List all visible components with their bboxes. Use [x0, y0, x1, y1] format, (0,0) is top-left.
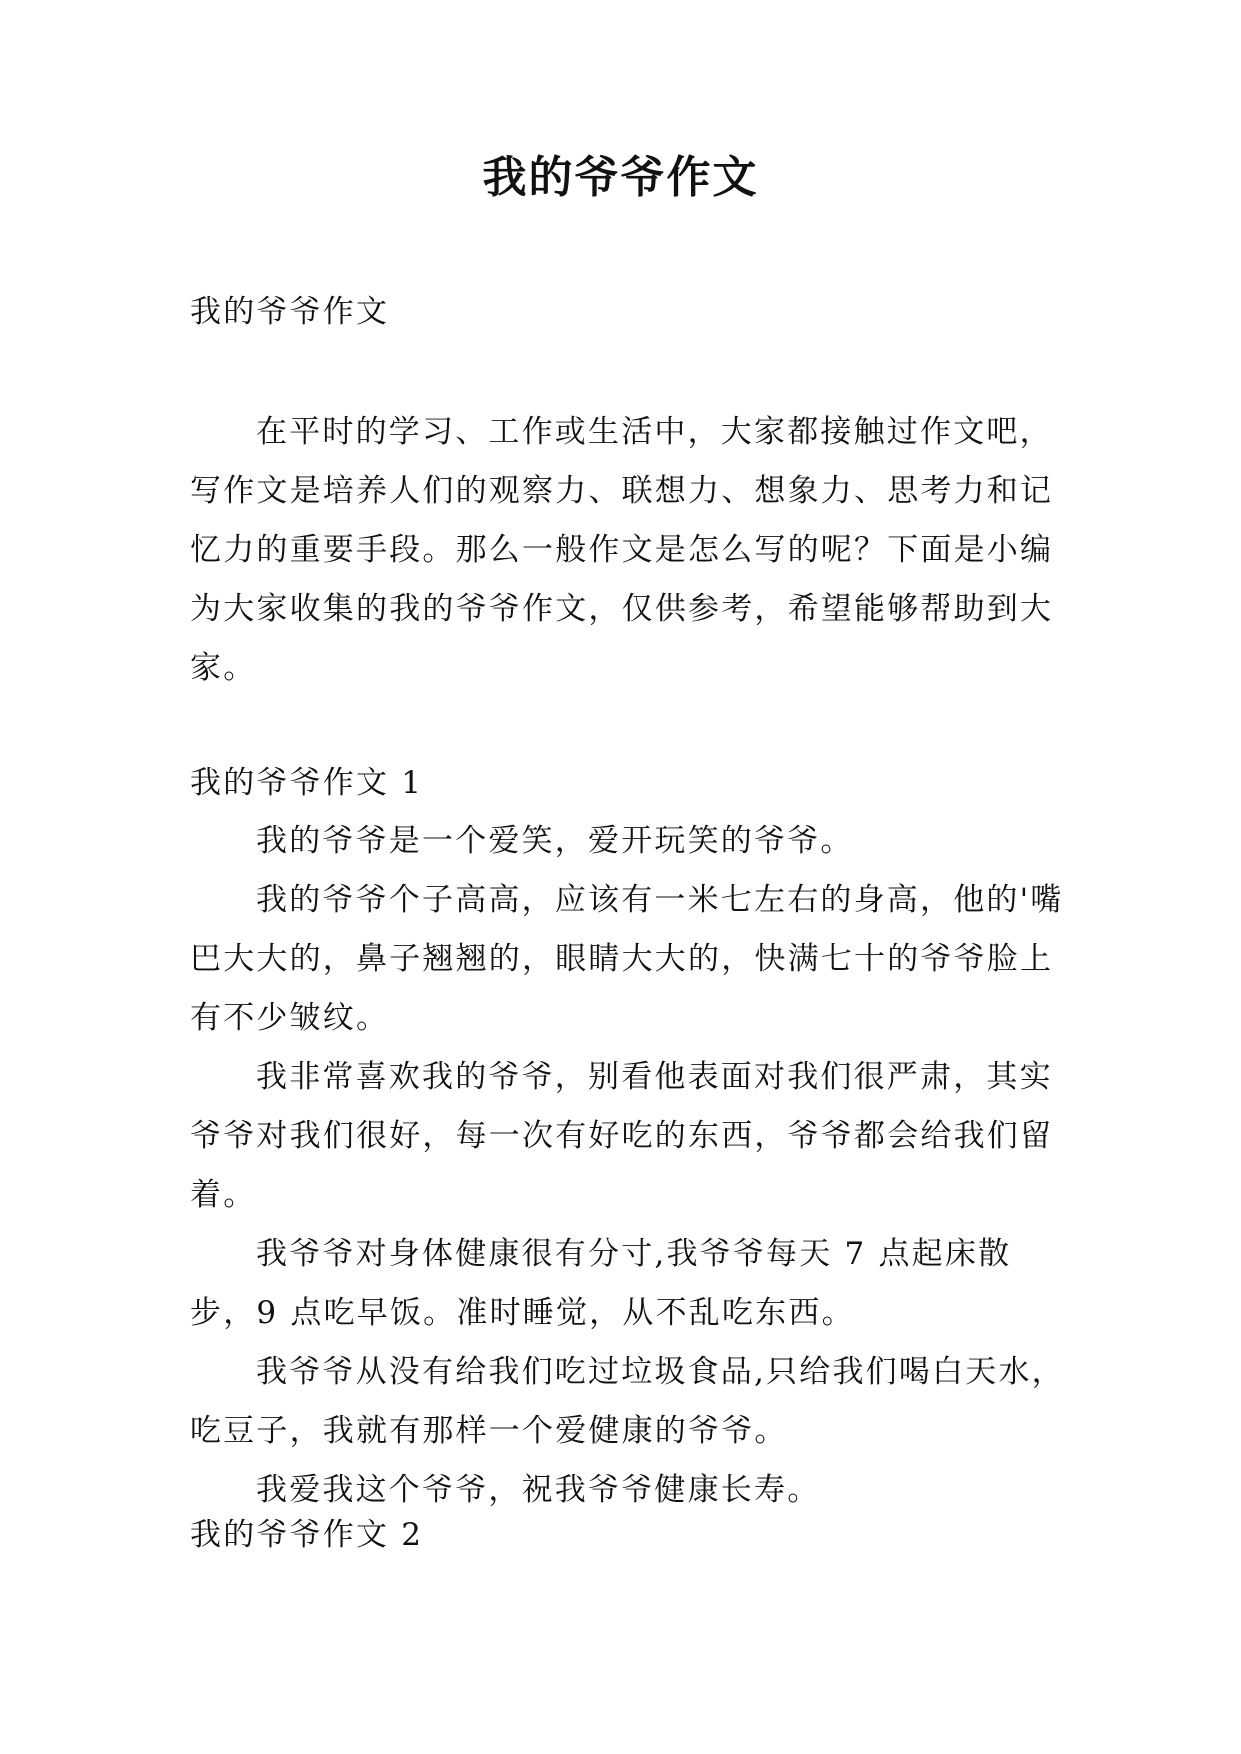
essay-1-paragraph: 我的爷爷是一个爱笑，爱开玩笑的爷爷。	[256, 823, 854, 859]
essay-1-paragraph: 我爷爷从没有给我们吃过垃圾食品,只给我们喝白天水，吃豆子，我就有那样一个爱健康的爷爷。	[190, 1354, 1065, 1449]
intro-paragraph: 在平时的学习、工作或生活中，大家都接触过作文吧，写作文是培养人们的观察力、联想力、想象力、思考力和记忆力的重要手段。那么一般作文是怎么写的呢？下面是小编为大家收集的我的爷爷作文，仅供参考，希望能够帮助到大家。	[190, 414, 1054, 686]
essay-1-paragraph: 我爷爷对身体健康很有分寸,我爷爷每天 7 点起床散步，9 点吃早饭。准时睡觉，从不乱吃东西。	[190, 1236, 1012, 1331]
essay-1-paragraph: 我爱我这个爷爷，祝我爷爷健康长寿。	[256, 1472, 821, 1508]
essay-1-body	[190, 812, 1070, 1520]
essay-1-paragraph: 我非常喜欢我的爷爷，别看他表面对我们很严肃，其实爷爷对我们很好，每一次有好吃的东西，爷爷都会给我们留着。	[190, 1059, 1054, 1213]
document-title: 我的爷爷作文	[482, 152, 759, 203]
essay-1-heading: 我的爷爷作文 1	[190, 765, 424, 801]
essay-1-paragraph: 我的爷爷个子高高，应该有一米七左右的身高，他的'嘴巴大大的，鼻子翘翘的，眼睛大大的，快满七十的爷爷脸上有不少皱纹。	[190, 882, 1064, 1036]
essay-2-heading: 我的爷爷作文 2	[190, 1517, 424, 1553]
document-subtitle: 我的爷爷作文	[190, 294, 390, 330]
